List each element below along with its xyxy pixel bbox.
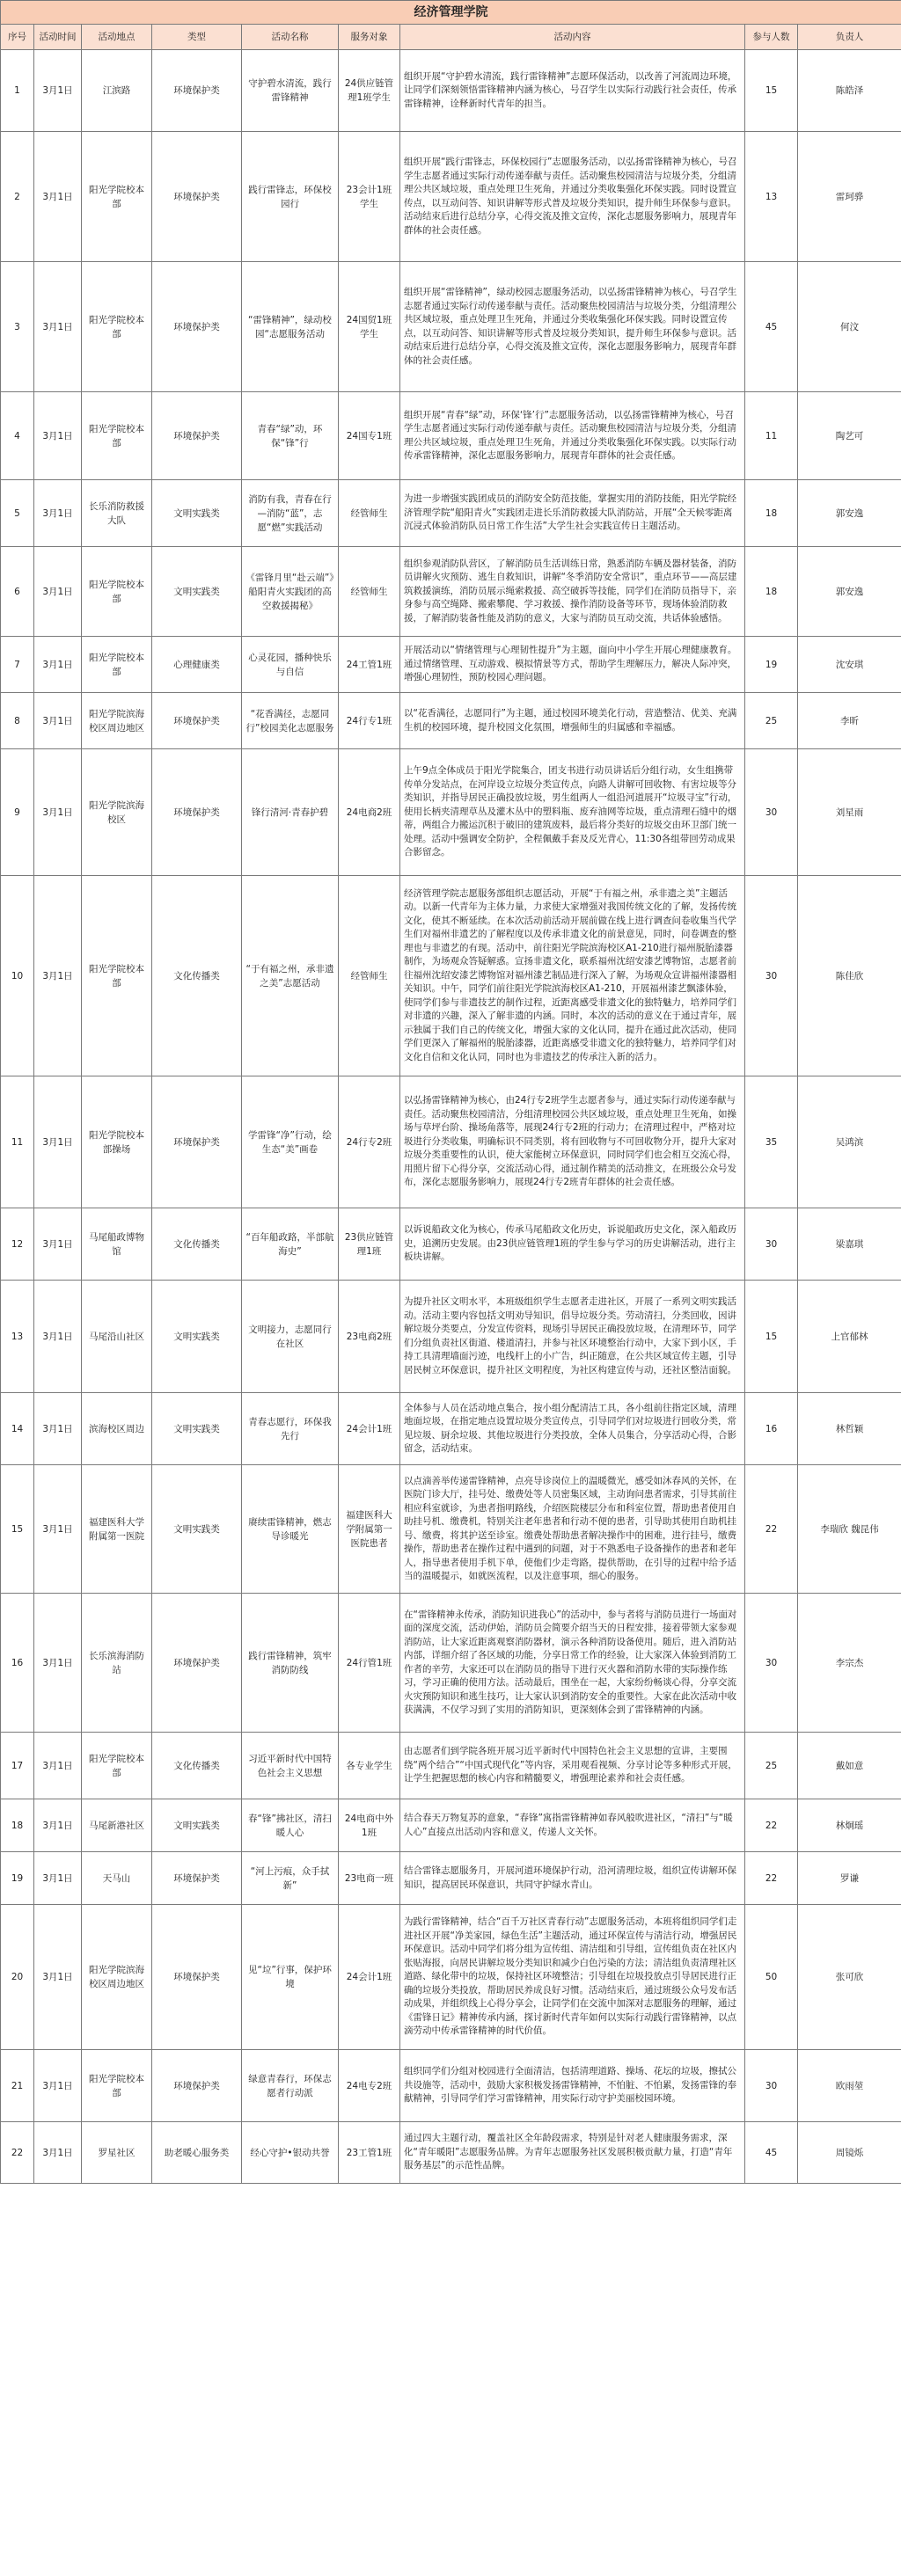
activity-content: 组织开展“雷锋精神”，绿动校园志愿服务活动，以弘扬雷锋精神为核心，号召学生志愿者通过实际行动传递奉献与责任。活动聚焦校园清洁与垃圾分类，分组清理公共区域垃圾，重点处理卫生死角，并通过分类收集强化环保实践。同时设置宣传点，以互动问答、知识讲解等形式普及垃圾分类知识，提升师生环保参与意识。活动结束后进行总结分享，心得交流及推文宣传，深化志愿服务影响力，展现青年群体的社会责任感。 <box>400 262 745 392</box>
activity-content: 以“花香满径，志愿同行”为主题，通过校园环境美化行动，营造整洁、优美、充满生机的校园环境，提升校园文化氛围，增强师生的归属感和幸福感。 <box>400 693 745 749</box>
header-target: 服务对象 <box>339 25 400 50</box>
service-target: 23供应链管理1班 <box>339 1208 400 1281</box>
leader-name: 戴如意 <box>798 1733 901 1799</box>
activity-date: 3月1日 <box>34 50 82 132</box>
service-target: 24会计1班 <box>339 1905 400 2050</box>
leader-name: 罗谦 <box>798 1852 901 1905</box>
leader-name: 郭安逸 <box>798 547 901 637</box>
row-number: 7 <box>1 637 34 693</box>
activity-name: 青春志愿行，环保我先行 <box>242 1393 339 1465</box>
activity-content: 为提升社区文明水平，本班级组织学生志愿者走进社区，开展了一系列文明实践活动。活动主要内容包括文明劝导知识，倡导垃圾分类。劳动清扫，分类回收，因讲解垃圾分类要点，分发宣传资料，现场引导居民正确投放垃圾，在清理环节，同学们分组负责社区街道、楼道清扫，并参与社区环境整治行动中，大家下到小区，手持工具清理墙面污迹，电线杆上的小广告，纠正随意，在公共区域宣传主题，引导居民树立环保意识，提升社区文明程度，为社区构建宣传与动，还社区整洁面貌。 <box>400 1281 745 1393</box>
header-type: 类型 <box>152 25 242 50</box>
activity-type: 文化传播类 <box>152 876 242 1076</box>
activity-type: 环境保护类 <box>152 392 242 480</box>
activity-date: 3月1日 <box>34 876 82 1076</box>
row-number: 21 <box>1 2050 34 2122</box>
activity-place: 阳光学院滨海校区 <box>82 749 152 876</box>
participant-count: 19 <box>745 637 798 693</box>
table-row <box>1 637 901 693</box>
activity-content: 为进一步增强实践团成员的消防安全防范技能，掌握实用的消防技能，阳光学院经济管理学院“船阳青火”实践团走进长乐消防救援大队消防站，开展“全天候零距离沉浸式体验消防队员日常工作生活”大学生社会实践宣传日主题活动。 <box>400 480 745 547</box>
participant-count: 35 <box>745 1076 798 1208</box>
activity-name: “于有福之州，承非遗之美”志愿活动 <box>242 876 339 1076</box>
leader-name: 陶艺可 <box>798 392 901 480</box>
leader-name: 沈安琪 <box>798 637 901 693</box>
activity-content: 组织同学们分组对校园进行全面清洁，包括清理道路、操场、花坛的垃圾，擦拭公共设施等，活动中，鼓励大家积极发扬雷锋精神，不怕脏、不怕累，发扬雷锋的奉献精神，引导同学们学习雷锋精神，用实际行动守护美丽校园环境。 <box>400 2050 745 2122</box>
activity-place: 阳光学院校本部 <box>82 1733 152 1799</box>
activity-name: 赓续雷锋精神，燃志导诊暖光 <box>242 1465 339 1594</box>
activity-name: 习近平新时代中国特色社会主义思想 <box>242 1733 339 1799</box>
participant-count: 30 <box>745 749 798 876</box>
activity-content: 组织开展“践行雷锋志，环保校园行”志愿服务活动，以弘扬雷锋精神为核心，号召学生志愿者通过实际行动传递奉献与责任。活动聚焦校园清洁与垃圾分类，分组清理公共区域垃圾，重点处理卫生死角，并通过分类收集强化环保实践。同时设置宣传点，以互动问答、知识讲解等形式普及垃圾分类知识，提升师生环保参与意识。活动结束后进行总结分享，心得交流及推文宣传，深化志愿服务影响力，展现青年群体的社会责任感。 <box>400 132 745 262</box>
participant-count: 16 <box>745 1393 798 1465</box>
activity-type: 环境保护类 <box>152 749 242 876</box>
activity-type: 环境保护类 <box>152 50 242 132</box>
participant-count: 15 <box>745 1281 798 1393</box>
row-number: 3 <box>1 262 34 392</box>
table-row <box>1 1393 901 1465</box>
activity-date: 3月1日 <box>34 1465 82 1594</box>
activity-content: 以弘扬雷锋精神为核心，由24行专2班学生志愿者参与，通过实际行动传递奉献与责任。活动聚焦校园清洁，分组清理校园公共区域垃圾，重点处理卫生死角，如操场与草坪台阶、操场角落等，展现24行专2班的行动力；在清理过程中，严格对垃圾进行分类收集，明确标识不同类别，将有回收物与不可回收物分开，提升大家对垃圾分类重要性的认识，使大家能树立环保意识，同时同学们也会相互交流心得，用照片留下心得分享，交流活动心得，通过制作精美的活动推文，在班级公众号发布，深化志愿服务影响力，展现24行专2班青年群体的社会责任感。 <box>400 1076 745 1208</box>
activity-name: 《雷锋月里“赴云端”》船阳青火实践团的高空救援揭秘》 <box>242 547 339 637</box>
activity-name: 春“锋”拂社区，清扫暖人心 <box>242 1799 339 1852</box>
activity-type: 文明实践类 <box>152 1281 242 1393</box>
activity-content: 组织开展“守护碧水清流，践行雷锋精神”志愿环保活动，以改善了河流周边环境，让同学们深刻领悟雷锋精神内涵为核心，号召学生以实际行动践行社会责任，传承雷锋精神，诠释新时代青年的担当。 <box>400 50 745 132</box>
participant-count: 30 <box>745 2050 798 2122</box>
activity-place: 阳光学院校本部 <box>82 392 152 480</box>
leader-name: 林哲颖 <box>798 1393 901 1465</box>
table-row <box>1 1076 901 1208</box>
activity-content: 以点滴善举传递雷锋精神，点亮导诊岗位上的温暖微光，感受如沐春风的关怀，在医院门诊大厅，挂号处、缴费处等人员密集区域，主动询问患者需求，引导其前往相应科室就诊，为患者指明路线，介绍医院楼层分布和科室位置，帮助患者使用自助挂号机、缴费机，特别关注老年患者和行动不便的患者，引导助其使用自助机挂号、缴费，将其护送至诊室。缴费处帮助患者解决操作中的困难，进行挂号，缴费操作，帮助患者在操作过程中遇到的问题，对于不熟悉电子设备操作的患者和老年人，指导患者使用手机下单，使他们少走弯路，提供帮助，在引导的过程中给予适当的温暖提示，如就医流程，以及注意事项，细心的服务。 <box>400 1465 745 1594</box>
service-target: 24行管1班 <box>339 1594 400 1733</box>
participant-count: 25 <box>745 1733 798 1799</box>
participant-count: 15 <box>745 50 798 132</box>
service-target: 23工管1班 <box>339 2122 400 2184</box>
service-target: 24电商中外1班 <box>339 1799 400 1852</box>
activity-type: 环境保护类 <box>152 1594 242 1733</box>
header-name: 活动名称 <box>242 25 339 50</box>
leader-name: 周镜烁 <box>798 2122 901 2184</box>
activity-date: 3月1日 <box>34 1905 82 2050</box>
activity-name: 见“垃”行事，保护环境 <box>242 1905 339 2050</box>
service-target: 23会计1班学生 <box>339 132 400 262</box>
activity-name: “百年船政路，半部航海史” <box>242 1208 339 1281</box>
activity-name: 锋行清河·青春护碧 <box>242 749 339 876</box>
table-row <box>1 1905 901 2050</box>
activity-place: 马尾新港社区 <box>82 1799 152 1852</box>
activity-type: 环境保护类 <box>152 1852 242 1905</box>
activity-name: 践行雷锋志，环保校园行 <box>242 132 339 262</box>
participant-count: 22 <box>745 1852 798 1905</box>
table-row <box>1 2122 901 2184</box>
activity-place: 罗星社区 <box>82 2122 152 2184</box>
row-number: 12 <box>1 1208 34 1281</box>
table-row <box>1 262 901 392</box>
activity-date: 3月1日 <box>34 693 82 749</box>
activity-place: 阳光学院滨海校区周边地区 <box>82 1905 152 2050</box>
activity-place: 天马山 <box>82 1852 152 1905</box>
leader-name: 雷珂骅 <box>798 132 901 262</box>
sheet-title: 经济管理学院 <box>0 0 901 24</box>
activity-type: 环境保护类 <box>152 262 242 392</box>
table-row <box>1 1733 901 1799</box>
activity-date: 3月1日 <box>34 1281 82 1393</box>
leader-name: 陈皓泽 <box>798 50 901 132</box>
activity-content: 开展活动以“情绪管理与心理韧性提升”为主题，面向中小学生开展心理健康教育。通过情绪管理、互动游戏、模拟情景等方式，帮助学生理解压力，解决人际冲突，增强心理韧性，预防校园心理问题。 <box>400 637 745 693</box>
activity-type: 文化传播类 <box>152 1208 242 1281</box>
activity-place: 马尾船政博物馆 <box>82 1208 152 1281</box>
participant-count: 50 <box>745 1905 798 2050</box>
activity-place: 江滨路 <box>82 50 152 132</box>
participant-count: 30 <box>745 1208 798 1281</box>
row-number: 20 <box>1 1905 34 2050</box>
activity-place: 阳光学院滨海校区周边地区 <box>82 693 152 749</box>
activity-place: 滨海校区周边 <box>82 1393 152 1465</box>
activity-date: 3月1日 <box>34 637 82 693</box>
activity-content: 组织参观消防队营区，了解消防员生活训练日常，熟悉消防车辆及器材装备，消防员讲解火灾预防、逃生自救知识，讲解“冬季消防安全常识”，重点环节——高层建筑救援演练，消防员展示绳索救援、高空破拆等技能，同学们在消防员指导下，亲身参与高空绳降、搬索攀爬、学习救援、操作消防设备等环节，现场体验消防救援，了解消防装备性能及消防的意义，大家与消防员互动交流，共话体验感悟。 <box>400 547 745 637</box>
leader-name: 李昕 <box>798 693 901 749</box>
header-place: 活动地点 <box>82 25 152 50</box>
row-number: 14 <box>1 1393 34 1465</box>
activity-date: 3月1日 <box>34 1594 82 1733</box>
service-target: 24电商2班 <box>339 749 400 876</box>
activity-type: 环境保护类 <box>152 693 242 749</box>
leader-name: 林炯瑶 <box>798 1799 901 1852</box>
activity-date: 3月1日 <box>34 480 82 547</box>
table-body <box>1 50 901 2184</box>
header-row <box>1 25 901 50</box>
participant-count: 22 <box>745 1465 798 1594</box>
row-number: 11 <box>1 1076 34 1208</box>
activity-place: 长乐消防救援大队 <box>82 480 152 547</box>
participant-count: 30 <box>745 876 798 1076</box>
activity-place: 马尾沿山社区 <box>82 1281 152 1393</box>
activity-name: 青春“绿”动，环保“锋”行 <box>242 392 339 480</box>
service-target: 各专业学生 <box>339 1733 400 1799</box>
leader-name: 张可欣 <box>798 1905 901 2050</box>
leader-name: 刘星雨 <box>798 749 901 876</box>
activity-content: 结合雷锋志愿服务月，开展河道环境保护行动，沿河清理垃圾，组织宣传讲解环保知识，提高居民环保意识，共同守护绿水青山。 <box>400 1852 745 1905</box>
activity-name: “雷锋精神”，绿动校园“志愿服务活动 <box>242 262 339 392</box>
leader-name: 李瑞欣 魏昆伟 <box>798 1465 901 1594</box>
service-target: 23电商2班 <box>339 1281 400 1393</box>
header-count: 参与人数 <box>745 25 798 50</box>
row-number: 1 <box>1 50 34 132</box>
activity-date: 3月1日 <box>34 1733 82 1799</box>
activity-content: 上午9点全体成员于阳光学院集合，团支书进行动员讲话后分组行动，女生组携带传单分发站点，在河岸设立垃圾分类宣传点，向路人讲解可回收物、有害垃圾等分类知识，并指导居民正确投放垃圾，男生组两人一组沿河道展开“垃圾寻宝”行动，使用长柄夹清理草丛及灌木丛中的塑料瓶、废弃油网等垃圾，重点清理石缝中的烟蒂，两组合力搬运沉积于破旧的建筑废料，最后将分类好的垃圾交由环卫部门统一处理。活动中强调安全防护，全程佩戴手套及反光背心，11:30各组带回劳动成果合影留念。 <box>400 749 745 876</box>
leader-name: 吴鸿滨 <box>798 1076 901 1208</box>
activity-place: 阳光学院校本部 <box>82 132 152 262</box>
row-number: 9 <box>1 749 34 876</box>
activity-name: 经心守护•银动共誉 <box>242 2122 339 2184</box>
activity-type: 文化传播类 <box>152 1733 242 1799</box>
leader-name: 梁嘉琪 <box>798 1208 901 1281</box>
activity-content: 结合春天万物复苏的意象，“春锋”寓指雷锋精神如春风般吹进社区，“清扫”与“暖人心”直接点出活动内容和意义，传递人文关怀。 <box>400 1799 745 1852</box>
activity-content: 以诉说船政文化为核心，传承马尾船政文化历史，诉说船政历史文化，深入船政历史，追溯历史发展。由23供应链管理1班的学生参与学习的历史讲解活动，进行主板块讲解。 <box>400 1208 745 1281</box>
table-row <box>1 1465 901 1594</box>
activity-date: 3月1日 <box>34 1076 82 1208</box>
participant-count: 45 <box>745 262 798 392</box>
activity-name: 心灵花园，播种快乐与自信 <box>242 637 339 693</box>
activity-date: 3月1日 <box>34 547 82 637</box>
activity-type: 助老暖心服务类 <box>152 2122 242 2184</box>
row-number: 10 <box>1 876 34 1076</box>
row-number: 19 <box>1 1852 34 1905</box>
leader-name: 何汶 <box>798 262 901 392</box>
activity-type: 环境保护类 <box>152 1905 242 2050</box>
activity-place: 阳光学院校本部操场 <box>82 1076 152 1208</box>
table-row <box>1 876 901 1076</box>
table-row <box>1 50 901 132</box>
activity-content: 为践行雷锋精神，结合“百千万社区青春行动”志愿服务活动，本班将组织同学们走进社区开展“净美家园，绿色生活”主题活动，通过环保宣传与清洁行动，增强居民环保意识。活动中同学们将分组为宣传组、清洁组和引导组，宣传组负责在社区内张贴海报，向居民讲解垃圾分类知识和减少白色污染的方法；清洁组负责清理社区道路、绿化带中的垃圾，保持社区环境整洁；引导组在垃圾投放点引导居民进行正确的垃圾分类投放，帮助居民养成良好习惯。活动结束后，通过班级公众号发布活动成果，并组织线上心得分享会，让同学们在交流中加深对志愿服务的理解，通过《雷锋日记》精神传承内涵，探讨新时代青年如何以实际行动践行雷锋精神，以点滴劳动中传承雷锋精神的时代价值。 <box>400 1905 745 2050</box>
row-number: 18 <box>1 1799 34 1852</box>
table-row <box>1 693 901 749</box>
row-number: 17 <box>1 1733 34 1799</box>
activity-type: 文明实践类 <box>152 1465 242 1594</box>
activity-date: 3月1日 <box>34 132 82 262</box>
table-row <box>1 1208 901 1281</box>
activity-content: 在“雷锋精神永传承，消防知识进我心”的活动中，参与者将与消防员进行一场面对面的深度交流，活动伊始，消防员会简要介绍当天的日程安排，接着带领大家参观消防站，让大家近距离观察消防器材，演示各种消防设备使用。随后，进入消防站内部，详细介绍了各区域的功能，分享日常工作的经验，让大家深入体验到消防工作者的辛劳，大家还可以在消防员的指导下进行灭火器和消防水带的实际操作练习，学习正确的使用方法。活动最后，围坐在一起，大家纷纷畅谈心得，分享交流火灾预防知识和逃生技巧，让大家认识到消防安全的重要性。大家在此次活动中收获满满，不仅学习到了实用的消防知识，更深刻体会到了雷锋精神的内涵。 <box>400 1594 745 1733</box>
activity-place: 阳光学院校本部 <box>82 2050 152 2122</box>
activity-name: 学雷锋“净”行动，绘生态“美”画卷 <box>242 1076 339 1208</box>
table-row <box>1 2050 901 2122</box>
table-row <box>1 392 901 480</box>
activity-type: 文明实践类 <box>152 1799 242 1852</box>
activity-type: 文明实践类 <box>152 1393 242 1465</box>
activity-type: 环境保护类 <box>152 1076 242 1208</box>
table-row <box>1 1799 901 1852</box>
service-target: 24工管1班 <box>339 637 400 693</box>
participant-count: 30 <box>745 1594 798 1733</box>
row-number: 2 <box>1 132 34 262</box>
row-number: 13 <box>1 1281 34 1393</box>
activity-date: 3月1日 <box>34 2122 82 2184</box>
activity-date: 3月1日 <box>34 1852 82 1905</box>
activity-name: 守护碧水清流，践行雷锋精神 <box>242 50 339 132</box>
activity-name: 消防有我，青春在行—消防“蓝”，志愿“燃”实践活动 <box>242 480 339 547</box>
table-row <box>1 1852 901 1905</box>
row-number: 15 <box>1 1465 34 1594</box>
activity-type: 环境保护类 <box>152 2050 242 2122</box>
participant-count: 11 <box>745 392 798 480</box>
row-number: 5 <box>1 480 34 547</box>
activity-date: 3月1日 <box>34 2050 82 2122</box>
service-target: 经管师生 <box>339 876 400 1076</box>
activity-place: 阳光学院校本部 <box>82 262 152 392</box>
service-target: 23电商一班 <box>339 1852 400 1905</box>
activity-date: 3月1日 <box>34 1208 82 1281</box>
row-number: 6 <box>1 547 34 637</box>
activity-date: 3月1日 <box>34 1393 82 1465</box>
table-row <box>1 132 901 262</box>
activity-name: 绿意青春行，环保志愿者行动派 <box>242 2050 339 2122</box>
table-row <box>1 1594 901 1733</box>
table-row <box>1 749 901 876</box>
row-number: 8 <box>1 693 34 749</box>
activity-type: 心理健康类 <box>152 637 242 693</box>
activity-date: 3月1日 <box>34 1799 82 1852</box>
activity-place: 长乐滨海消防站 <box>82 1594 152 1733</box>
service-target: 24电专2班 <box>339 2050 400 2122</box>
participant-count: 18 <box>745 480 798 547</box>
service-target: 24行专2班 <box>339 1076 400 1208</box>
activity-content: 全体参与人员在活动地点集合，按小组分配清洁工具，各小组前往指定区域，清理地面垃圾，在指定地点设置垃圾分类宣传点，引导同学们对垃圾进行回收分类，常见垃圾、厨余垃圾、其他垃圾进行分类投放，全体人员集合，分享活动心得，合影留念，活动结束。 <box>400 1393 745 1465</box>
activity-name: “花香满径，志愿同行”校园美化志愿服务 <box>242 693 339 749</box>
participant-count: 45 <box>745 2122 798 2184</box>
leader-name: 上官郁林 <box>798 1281 901 1393</box>
activity-name: 践行雷锋精神，筑牢消防防线 <box>242 1594 339 1733</box>
participant-count: 13 <box>745 132 798 262</box>
row-number: 22 <box>1 2122 34 2184</box>
service-target: 24国专1班 <box>339 392 400 480</box>
table-row <box>1 1281 901 1393</box>
service-target: 经管师生 <box>339 547 400 637</box>
activity-place: 福建医科大学附属第一医院 <box>82 1465 152 1594</box>
header-content: 活动内容 <box>400 25 745 50</box>
service-target: 福建医科大学附属第一医院患者 <box>339 1465 400 1594</box>
table-row <box>1 480 901 547</box>
service-target: 24国贸1班学生 <box>339 262 400 392</box>
activity-type: 环境保护类 <box>152 132 242 262</box>
activity-place: 阳光学院校本部 <box>82 876 152 1076</box>
table-row <box>1 547 901 637</box>
activity-date: 3月1日 <box>34 749 82 876</box>
leader-name: 欧雨堃 <box>798 2050 901 2122</box>
activity-name: “河上污痕，众手拭新” <box>242 1852 339 1905</box>
activity-type: 文明实践类 <box>152 547 242 637</box>
participant-count: 18 <box>745 547 798 637</box>
leader-name: 李宗杰 <box>798 1594 901 1733</box>
activity-content: 通过四大主题行动，覆盖社区全年龄段需求，特别是针对老人健康服务需求，深化“青年暖阳”志愿服务品牌。为青年志愿服务社区发展积极贡献力量，打造“青年服务基层”的示范性品牌。 <box>400 2122 745 2184</box>
activity-place: 阳光学院校本部 <box>82 637 152 693</box>
service-target: 24供应链管理1班学生 <box>339 50 400 132</box>
header-leader: 负责人 <box>798 25 901 50</box>
row-number: 4 <box>1 392 34 480</box>
service-target: 24行专1班 <box>339 693 400 749</box>
activity-type: 文明实践类 <box>152 480 242 547</box>
activity-name: 文明接力，志愿同行在社区 <box>242 1281 339 1393</box>
header-no: 序号 <box>1 25 34 50</box>
activity-date: 3月1日 <box>34 262 82 392</box>
participant-count: 22 <box>745 1799 798 1852</box>
activity-content: 由志愿者们到学院各班开展习近平新时代中国特色社会主义思想的宣讲，主要围绕“两个结合”“中国式现代化”等内容，采用观看视频、分享讨论等多种形式开展，让学生把握思想的核心内容和精髓要义，增强理论素养和社会责任感。 <box>400 1733 745 1799</box>
activity-place: 阳光学院校本部 <box>82 547 152 637</box>
activity-date: 3月1日 <box>34 392 82 480</box>
leader-name: 陈佳欣 <box>798 876 901 1076</box>
participant-count: 25 <box>745 693 798 749</box>
row-number: 16 <box>1 1594 34 1733</box>
leader-name: 郭安逸 <box>798 480 901 547</box>
service-target: 24会计1班 <box>339 1393 400 1465</box>
service-target: 经管师生 <box>339 480 400 547</box>
activity-content: 经济管理学院志愿服务部组织志愿活动，开展“于有福之州，承非遗之美”主题活动。以新一代青年为主体力量，力求使大家增强对我国传统文化的了解，发扬传统文化，使其不断延续。在本次活动前活动开展前做在线上进行调查问卷收集当代学生们对福州非遗艺的了解程度以及传承非遗文化的前景意见，同时，问卷调查的整理也与非遗艺的有现。活动中，前往阳光学院滨海校区A1-210进行福州脱胎漆器制作，为场观众答疑解惑。宣扬非遗文化，联系福州沈绍安漆艺博物馆，志愿者前往福州沈绍安漆艺博物馆对福州漆艺制品进行深入了解，为场观众宣讲福州漆器相关知识。中午，同学们前往阳光学院滨海校区A1-210，开展福州漆艺飘漆体验，使同学们参与非遗技艺的制作过程，近距离感受非遗文化的独特魅力，培养同学们对非遗的兴趣，深入了解非遗的内涵。同时，本次的活动的意义在于通过青年，展示独属于我们自己的传统文化，增强大家的文化认同，提升在通过此次活动，使同学们更深入了解福州的脱胎漆器，近距离感受非遗文化的独特魅力，培养同学们对文化自信和文化认同，同时也为非遗技艺的传承注入新的活力。 <box>400 876 745 1076</box>
header-date: 活动时间 <box>34 25 82 50</box>
activity-content: 组织开展“青春“绿”动，环保‘锋’行”志愿服务活动，以弘扬雷锋精神为核心，号召学生志愿者通过实际行动传递奉献与责任。活动聚焦校园清洁与垃圾分类，分组清理公共区域垃圾，重点处理卫生死角，并通过分类收集强化环保实践。以实际行动传承雷锋精神，深化志愿服务影响力，展现青年群体的社会责任感。 <box>400 392 745 480</box>
